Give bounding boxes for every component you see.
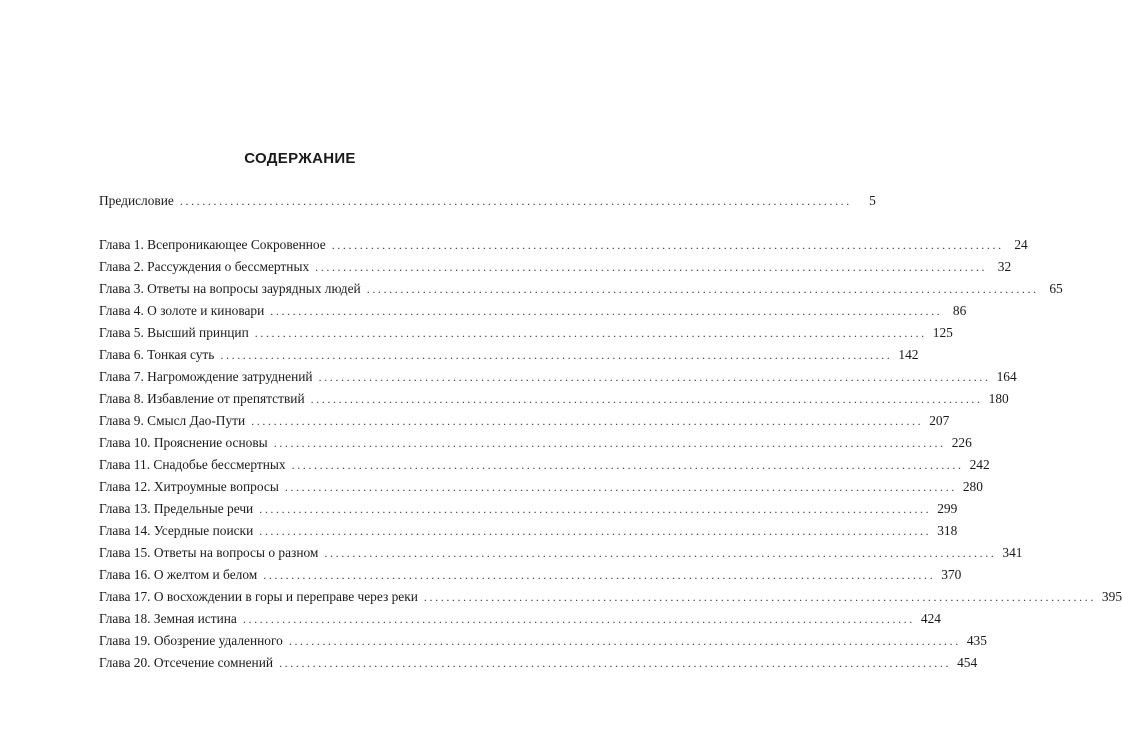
toc-entry-chapter-2 (99, 257, 1012, 277)
dot-leader: ........................................................................................................................ (288, 634, 961, 648)
toc-entry-page: 299 (937, 501, 958, 516)
dot-leader: ........................................................................................................................ (259, 502, 932, 516)
dot-leader: ........................................................................................................................ (366, 282, 1039, 296)
dot-leader: ........................................................................................................................ (324, 546, 997, 560)
toc-entry-page: 164 (996, 369, 1017, 384)
toc-entry-page: 32 (997, 259, 1012, 274)
toc-entry-chapter-3 (99, 279, 1063, 299)
toc-entry-chapter-4 (99, 301, 967, 321)
dot-leader: ........................................................................................................................ (263, 568, 936, 582)
toc-entry-page: 226 (951, 435, 972, 450)
toc-entry-page: 242 (969, 457, 990, 472)
toc-entry-title: Глава 11. Снадобье бессмертных (99, 457, 286, 472)
toc-entry-title: Глава 19. Обозрение удаленного (99, 633, 283, 648)
toc-entry-page: 370 (941, 567, 962, 582)
toc-entry-chapter-12 (99, 477, 983, 497)
toc-entry-chapter-6 (99, 345, 919, 365)
toc-entry-chapter-14 (99, 521, 958, 541)
toc-entry-chapter-10 (99, 433, 972, 453)
toc-entry-page: 207 (929, 413, 950, 428)
toc-entry-page: 180 (988, 391, 1009, 406)
dot-leader: ........................................................................................................................ (284, 480, 957, 494)
dot-leader: ........................................................................................................................ (291, 458, 964, 472)
toc-entry-title: Глава 17. О восхождении в горы и переправе через реки (99, 589, 418, 604)
dot-leader: ........................................................................................................................ (220, 348, 893, 362)
toc-entry-page: 5 (869, 193, 876, 208)
toc-entry-title: Глава 9. Смысл Дао-Пути (99, 413, 246, 428)
toc-entry-page: 395 (1101, 589, 1122, 604)
toc-entry-chapter-18 (99, 609, 941, 629)
toc-entry-title: Глава 18. Земная истина (99, 611, 237, 626)
page-title: СОДЕРЖАНИЕ (244, 150, 356, 167)
toc-entry-page: 280 (962, 479, 983, 494)
dot-leader: ........................................................................................................................ (279, 656, 952, 670)
toc-entry-chapter-16 (99, 565, 962, 585)
dot-leader: ........................................................................................................................ (251, 414, 924, 428)
toc-entry-title: Глава 6. Тонкая суть (99, 347, 215, 362)
toc-entry-page: 341 (1002, 545, 1023, 560)
toc-entry-page: 86 (952, 303, 967, 318)
toc-entry-title: Глава 2. Рассуждения о бессмертных (99, 259, 310, 274)
toc-entry-title: Глава 5. Высший принцип (99, 325, 249, 340)
toc-entry-title: Глава 3. Ответы на вопросы заурядных людей (99, 281, 361, 296)
toc-entry-title: Глава 15. Ответы на вопросы о разном (99, 545, 319, 560)
dot-leader: ........................................................................................................................ (310, 392, 983, 406)
toc-entry-page: 318 (937, 523, 958, 538)
toc-entry-chapter-13 (99, 499, 958, 519)
toc-entry-chapter-20 (99, 653, 978, 673)
dot-leader: ........................................................................................................................ (242, 612, 915, 626)
toc-entry-page: 24 (1014, 237, 1028, 252)
toc-entry-title: Глава 12. Хитроумные вопросы (99, 479, 279, 494)
toc-entry-page: 424 (920, 611, 941, 626)
dot-leader: ........................................................................................................................ (254, 326, 927, 340)
toc-entry-chapter-8 (99, 389, 1009, 409)
toc-entry-title: Глава 7. Нагромождение затруднений (99, 369, 313, 384)
toc-entry-chapter-5 (99, 323, 953, 343)
toc-entry-preface (99, 191, 876, 211)
toc-entry-page: 435 (966, 633, 987, 648)
toc-entry-chapter-11 (99, 455, 990, 475)
dot-leader: ........................................................................................................................ (273, 436, 946, 450)
toc-entry-title: Глава 8. Избавление от препятствий (99, 391, 305, 406)
toc-entry-title: Глава 16. О желтом и белом (99, 567, 258, 582)
toc-entry-chapter-17 (99, 587, 1122, 607)
toc-entry-chapter-1 (99, 235, 1028, 255)
toc-entry-chapter-19 (99, 631, 987, 651)
dot-leader: ........................................................................................................................ (270, 304, 943, 318)
toc-entry-chapter-9 (99, 411, 950, 431)
toc-entry-page: 65 (1049, 281, 1063, 296)
toc-entry-title: Глава 14. Усердные поиски (99, 523, 254, 538)
toc-entry-chapter-7 (99, 367, 1017, 387)
toc-entry-page: 142 (898, 347, 919, 362)
toc-entry-title: Предисловие (99, 193, 174, 208)
toc-entry-title: Глава 10. Прояснение основы (99, 435, 268, 450)
dot-leader: ........................................................................................................................ (259, 524, 932, 538)
dot-leader: ........................................................................................................................ (423, 590, 1096, 604)
toc-entry-title: Глава 20. Отсечение сомнений (99, 655, 274, 670)
dot-leader: ........................................................................................................................ (315, 260, 988, 274)
dot-leader: ........................................................................................................................ (331, 238, 1004, 252)
toc-entry-chapter-15 (99, 543, 1023, 563)
toc-entry-title: Глава 13. Предельные речи (99, 501, 254, 516)
toc-entry-page: 125 (932, 325, 953, 340)
dot-leader: ........................................................................................................................ (179, 194, 852, 208)
dot-leader: ........................................................................................................................ (318, 370, 991, 384)
toc-entry-page: 454 (957, 655, 978, 670)
toc-entry-title: Глава 4. О золоте и киновари (99, 303, 265, 318)
toc-entry-title: Глава 1. Всепроникающее Сокровенное (99, 237, 326, 252)
